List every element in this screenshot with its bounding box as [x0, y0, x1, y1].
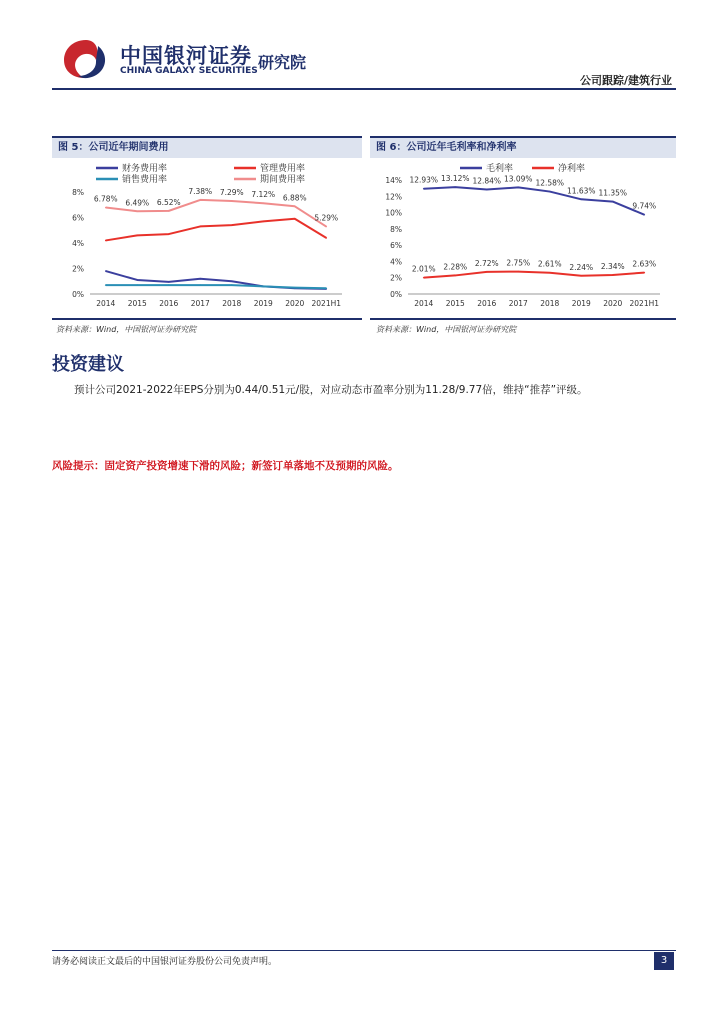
investment-paragraph: 预计公司2021-2022年EPS分别为0.44/0.51元/股，对应动态市盈率分别为11.28/9.77倍，维持“推荐”评级。	[74, 384, 588, 396]
data-point	[325, 226, 327, 228]
data-point	[231, 200, 233, 202]
data-point	[517, 271, 519, 273]
data-point	[231, 224, 233, 226]
data-point	[549, 272, 551, 274]
data-point	[262, 202, 264, 204]
data-point	[136, 210, 138, 212]
legend-label: 期间费用率	[260, 175, 306, 185]
y-tick-label: 6%	[390, 241, 402, 251]
data-point	[105, 207, 107, 209]
data-label: 11.35%	[598, 188, 628, 198]
x-tick-label: 2016	[477, 299, 497, 308]
section-title: 投资建议	[52, 354, 124, 375]
data-label: 2.28%	[443, 262, 468, 272]
series-line-1	[106, 219, 327, 241]
x-tick-label: 2021H1	[311, 299, 341, 308]
data-point	[643, 214, 645, 216]
y-tick-label: 0%	[72, 290, 84, 299]
figure-5-chart	[52, 158, 362, 316]
figure-6-source: 资料来源：Wind，中国银河证券研究院	[376, 325, 517, 334]
data-point	[136, 279, 138, 281]
data-label: 2.61%	[537, 259, 562, 269]
legend-label: 毛利率	[486, 164, 514, 174]
figure-6-title: 图 6：公司近年毛利率和净利率	[376, 142, 517, 153]
figure-5-title-bar	[52, 136, 362, 158]
data-point	[517, 187, 519, 189]
data-label: 2.72%	[474, 258, 499, 268]
y-tick-label: 6%	[72, 213, 84, 223]
data-label: 7.12%	[251, 190, 276, 200]
data-point	[486, 189, 488, 191]
data-point	[262, 286, 264, 288]
y-tick-label: 8%	[390, 224, 402, 234]
series-line-2	[106, 285, 327, 288]
y-tick-label: 10%	[385, 208, 402, 218]
series-line-1	[424, 272, 645, 278]
data-label: 7.29%	[219, 188, 244, 198]
data-point	[454, 186, 456, 188]
x-tick-label: 2017	[190, 299, 210, 308]
data-point	[580, 275, 582, 277]
y-tick-label: 12%	[385, 192, 402, 202]
footer-disclaimer: 请务必阅读正文最后的中国银河证券股份公司免责声明。	[52, 957, 278, 967]
data-point	[199, 284, 201, 286]
data-point	[580, 198, 582, 200]
data-point	[486, 271, 488, 273]
y-tick-label: 2%	[390, 273, 402, 283]
data-label: 2.01%	[411, 264, 436, 274]
risk-warning: 风险提示：固定资产投资增速下滑的风险；新签订单落地不及预期的风险。	[52, 460, 399, 472]
data-point	[294, 205, 296, 207]
page-number: 3	[654, 952, 674, 970]
x-tick-label: 2014	[96, 299, 116, 308]
y-tick-label: 4%	[390, 257, 402, 267]
data-point	[612, 201, 614, 203]
data-point	[199, 199, 201, 201]
data-label: 6.49%	[125, 198, 150, 208]
x-tick-label: 2017	[508, 299, 528, 308]
legend-label: 财务费用率	[122, 164, 168, 174]
data-label: 13.09%	[503, 174, 533, 184]
x-tick-label: 2016	[159, 299, 179, 308]
data-point	[549, 191, 551, 193]
x-tick-label: 2020	[603, 299, 623, 308]
data-label: 12.58%	[535, 178, 565, 188]
data-point	[262, 221, 264, 223]
x-tick-label: 2019	[253, 299, 273, 308]
brand-name-cn: 中国银河证券	[120, 44, 252, 68]
y-tick-label: 14%	[385, 176, 402, 185]
data-point	[136, 235, 138, 237]
x-tick-label: 2018	[222, 299, 242, 308]
figure-6-title-bar	[370, 136, 676, 158]
header-divider	[52, 88, 676, 90]
data-point	[136, 284, 138, 286]
data-label: 6.78%	[93, 194, 118, 204]
data-point	[454, 275, 456, 277]
data-label: 12.93%	[409, 175, 439, 185]
figure-5-title: 图 5：公司近年期间费用	[58, 142, 169, 153]
data-label: 5.29%	[314, 213, 339, 223]
y-tick-label: 8%	[72, 188, 84, 197]
data-label: 2.75%	[506, 258, 531, 268]
data-point	[231, 284, 233, 286]
data-point	[612, 274, 614, 276]
data-point	[294, 287, 296, 289]
data-point	[325, 287, 327, 289]
legend-label: 销售费用率	[122, 175, 168, 185]
data-label: 2.24%	[569, 262, 594, 272]
x-tick-label: 2015	[127, 299, 147, 308]
data-label: 2.34%	[600, 261, 625, 271]
data-point	[643, 272, 645, 274]
data-point	[168, 233, 170, 235]
galaxy-logo-icon	[60, 36, 112, 82]
y-tick-label: 0%	[390, 290, 402, 299]
data-point	[325, 237, 327, 239]
data-label: 6.52%	[156, 197, 181, 207]
data-point	[231, 280, 233, 282]
report-type-label: 公司跟踪/建筑行业	[579, 74, 672, 87]
brand-name-en: CHINA GALAXY SECURITIES	[120, 66, 258, 76]
institute-name: 研究院	[258, 53, 307, 72]
figure-6-chart	[370, 158, 676, 316]
data-point	[105, 240, 107, 242]
legend-label: 管理费用率	[260, 164, 306, 174]
y-tick-label: 2%	[72, 264, 84, 274]
data-label: 13.12%	[440, 174, 470, 184]
data-point	[199, 278, 201, 280]
x-tick-label: 2020	[285, 299, 305, 308]
data-point	[423, 277, 425, 279]
y-tick-label: 4%	[72, 239, 84, 248]
footer-divider	[52, 950, 676, 951]
legend-label: 净利率	[558, 164, 586, 174]
data-label: 9.74%	[632, 201, 657, 211]
data-label: 6.88%	[282, 193, 307, 203]
data-point	[168, 284, 170, 286]
data-point	[105, 270, 107, 272]
series-line-0	[106, 271, 327, 289]
data-label: 7.38%	[188, 186, 213, 196]
x-tick-label: 2021H1	[629, 299, 659, 308]
figure-5-source: 资料来源：Wind，中国银河证券研究院	[56, 325, 197, 334]
figure-6-bottom-rule	[370, 318, 676, 320]
data-point	[423, 188, 425, 190]
data-point	[168, 281, 170, 283]
data-point	[105, 284, 107, 286]
data-label: 2.63%	[632, 259, 657, 269]
data-point	[168, 210, 170, 212]
figure-5-bottom-rule	[52, 318, 362, 320]
data-label: 11.63%	[566, 186, 596, 196]
data-point	[294, 218, 296, 220]
data-point	[199, 226, 201, 228]
x-tick-label: 2015	[445, 299, 465, 308]
x-tick-label: 2014	[414, 299, 434, 308]
data-label: 12.84%	[472, 176, 502, 186]
x-tick-label: 2018	[540, 299, 560, 308]
x-tick-label: 2019	[571, 299, 591, 308]
